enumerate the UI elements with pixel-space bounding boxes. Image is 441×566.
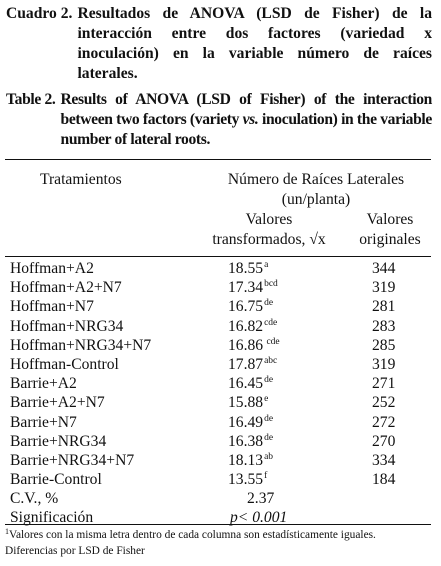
transformed-value: 18.55 xyxy=(228,260,264,277)
table-row xyxy=(0,278,441,297)
table-footnote xyxy=(5,528,435,559)
transformed-cell xyxy=(228,432,273,451)
caption-text-vs: vs. xyxy=(242,111,259,128)
treatment-cell: Significación xyxy=(10,509,94,527)
original-cell: 272 xyxy=(372,413,396,431)
p-value: p< 0.001 xyxy=(230,509,288,527)
table-row xyxy=(0,374,441,393)
transformed-value: 16.86 xyxy=(228,336,264,354)
table-body xyxy=(0,259,441,528)
caption-text: Resultados de ANOVA (LSD de Fisher) de la interacción entre dos factores (variedad x inoculación) en la variable número de raíces laterales. xyxy=(77,5,432,82)
original-cell: 252 xyxy=(372,394,396,412)
treatment-cell: Barrie+NRG34 xyxy=(10,432,107,450)
transformed-value: 16.49 xyxy=(228,413,264,431)
header-original-line1: Valores xyxy=(366,211,414,228)
header-transformed-line1: Valores xyxy=(245,211,293,228)
table-header-rule xyxy=(5,256,431,257)
table-row xyxy=(0,432,441,451)
table-top-rule xyxy=(5,159,431,160)
original-cell: 344 xyxy=(372,260,396,277)
transformed-value: 17.34 xyxy=(228,279,264,297)
header-transformed-line2: transformados, √x xyxy=(212,231,326,248)
transformed-cell xyxy=(228,393,268,412)
transformed-cell xyxy=(228,355,277,374)
transformed-value: 16.82 xyxy=(228,317,264,335)
treatment-cell: Barrie+A2+N7 xyxy=(10,394,105,412)
significance-letters: de xyxy=(264,375,274,386)
significance-letters: a xyxy=(264,260,269,270)
table-row-cv xyxy=(0,489,441,508)
original-cell: 334 xyxy=(372,451,396,469)
transformed-value: 15.88 xyxy=(228,394,264,412)
significance-letters: f xyxy=(264,471,268,482)
original-cell: 285 xyxy=(372,336,396,354)
transformed-value: 16.38 xyxy=(228,432,264,450)
original-cell: 283 xyxy=(372,317,396,335)
significance-letters: cde xyxy=(264,317,278,328)
table-row xyxy=(0,259,441,278)
original-cell: 270 xyxy=(372,432,396,450)
transformed-cell xyxy=(228,374,273,393)
transformed-value: 13.55 xyxy=(228,471,264,489)
original-cell: 319 xyxy=(372,355,396,373)
footnote-line1 xyxy=(5,528,435,544)
caption-label: Table 2. xyxy=(6,91,56,108)
caption-spanish xyxy=(6,4,432,84)
significance-letters: e xyxy=(264,394,269,405)
caption-label: Cuadro 2. xyxy=(6,5,73,22)
table-row xyxy=(0,336,441,355)
significance-letters: cde xyxy=(264,336,280,347)
significance-letters: de xyxy=(264,298,274,309)
transformed-value: 18.13 xyxy=(228,451,264,469)
treatment-cell: Barrie-Control xyxy=(10,471,102,489)
treatment-cell: Barrie+N7 xyxy=(10,413,77,431)
caption-text-part: inoculation) in the variable number of lateral roots. xyxy=(60,111,432,148)
header-group-line2: (un/planta) xyxy=(281,191,351,208)
table-row xyxy=(0,470,441,489)
transformed-value: 16.75 xyxy=(228,298,264,316)
header-original xyxy=(350,210,430,250)
original-cell: 319 xyxy=(372,279,396,297)
significance-letters: de xyxy=(264,413,274,424)
treatment-cell: Barrie+NRG34+N7 xyxy=(10,451,135,469)
transformed-cell xyxy=(228,336,280,355)
footnote-text: Valores con la misma letra dentro de cada columna son estadísticamente iguales. xyxy=(9,529,376,541)
original-cell: 184 xyxy=(372,471,396,489)
transformed-value: 16.45 xyxy=(228,375,264,393)
footnote-line2: Diferencias por LSD de Fisher xyxy=(5,544,145,557)
transformed-cell xyxy=(247,489,274,508)
caption-english xyxy=(6,90,432,150)
footnote-marker: 1 xyxy=(5,527,9,536)
treatment-cell: Barrie+A2 xyxy=(10,375,77,393)
transformed-value: 2.37 xyxy=(247,490,275,508)
treatment-cell: Hoffman+N7 xyxy=(10,298,94,316)
transformed-cell xyxy=(228,413,273,432)
table-row xyxy=(0,317,441,336)
caption-text-part: Results of ANOVA (LSD of Fisher) of the interaction between two factors (variety xyxy=(60,91,432,128)
table-bottom-rule xyxy=(5,524,431,525)
header-group-line1: Número de Raíces Laterales xyxy=(227,171,405,188)
significance-letters: bcd xyxy=(264,279,278,290)
transformed-cell xyxy=(228,470,267,489)
header-group xyxy=(206,170,426,210)
header-original-line2: originales xyxy=(359,231,421,248)
original-cell: 281 xyxy=(372,298,396,316)
significance-letters: abc xyxy=(264,355,278,366)
caption-text xyxy=(61,90,433,150)
table-row xyxy=(0,451,441,470)
header-transformed xyxy=(196,210,342,250)
transformed-cell xyxy=(228,297,273,316)
treatment-cell: Hoffman+A2+N7 xyxy=(10,279,122,297)
table-row xyxy=(0,297,441,316)
transformed-value: 17.87 xyxy=(228,355,264,373)
transformed-cell xyxy=(228,451,273,470)
treatment-cell: Hoffman+A2 xyxy=(10,260,94,277)
treatment-cell: C.V., % xyxy=(10,490,59,508)
table-row xyxy=(0,413,441,432)
transformed-cell xyxy=(228,278,278,297)
table-row xyxy=(0,393,441,412)
significance-letters: de xyxy=(264,432,274,443)
transformed-cell xyxy=(228,259,268,278)
significance-letters: ab xyxy=(264,451,274,462)
treatment-cell: Hoffman+NRG34+N7 xyxy=(10,336,152,354)
original-cell: 271 xyxy=(372,375,396,393)
header-tratamientos: Tratamientos xyxy=(40,171,122,188)
treatment-cell: Hoffman+NRG34 xyxy=(10,317,124,335)
table-row xyxy=(0,355,441,374)
transformed-cell xyxy=(228,317,277,336)
treatment-cell: Hoffman-Control xyxy=(10,355,119,373)
